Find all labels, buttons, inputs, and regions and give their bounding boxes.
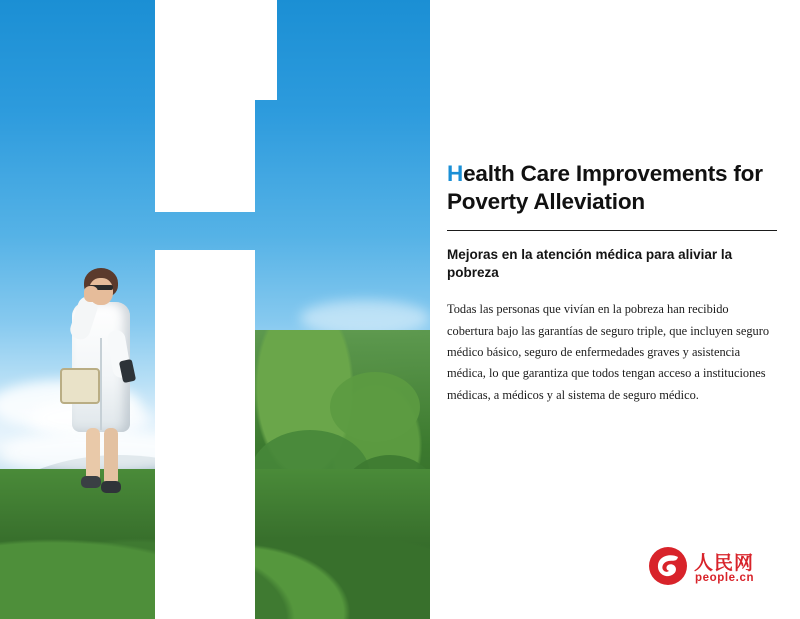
article-content [447, 160, 777, 418]
page-title [447, 160, 777, 216]
shoulder-bag [60, 368, 100, 404]
letter-overlay-block [155, 250, 255, 370]
shoe-left [81, 476, 101, 488]
logo-url: people.cn [695, 572, 755, 584]
letter-overlay-block [255, 0, 277, 100]
logo-chinese-name: 人民网 [694, 552, 755, 574]
coat-seam [100, 338, 102, 430]
subtitle: Mejoras en la atención médica para aliviar la pobreza [447, 246, 733, 280]
bush-shape [330, 372, 420, 442]
letter-overlay-block [155, 0, 255, 212]
shoe-right [101, 481, 121, 493]
body-paragraph: Todas las personas que vivían en la pobreza han recibido cobertura bajo las garantías de seguro triple, que incluyen seguro médico básico, seguro de enfermedades graves y asistencia médica, lo que garantiza que todos tengan acceso a instituciones médicas, a médicos y al sistema de seguro médico. [447, 302, 770, 402]
bush-shape [268, 352, 338, 412]
headline-rest: ealth Care Improvements for Poverty Alleviation [447, 161, 763, 214]
leg-right [104, 428, 118, 486]
publisher-logo[interactable] [648, 546, 776, 590]
letter-overlay-block [155, 368, 255, 619]
leg-left [86, 428, 100, 482]
hand [84, 286, 98, 302]
doctor-figure [48, 268, 158, 538]
people-cn-swirl-icon [648, 546, 688, 586]
headline-accent-letter: H [447, 161, 464, 186]
divider [447, 230, 777, 231]
